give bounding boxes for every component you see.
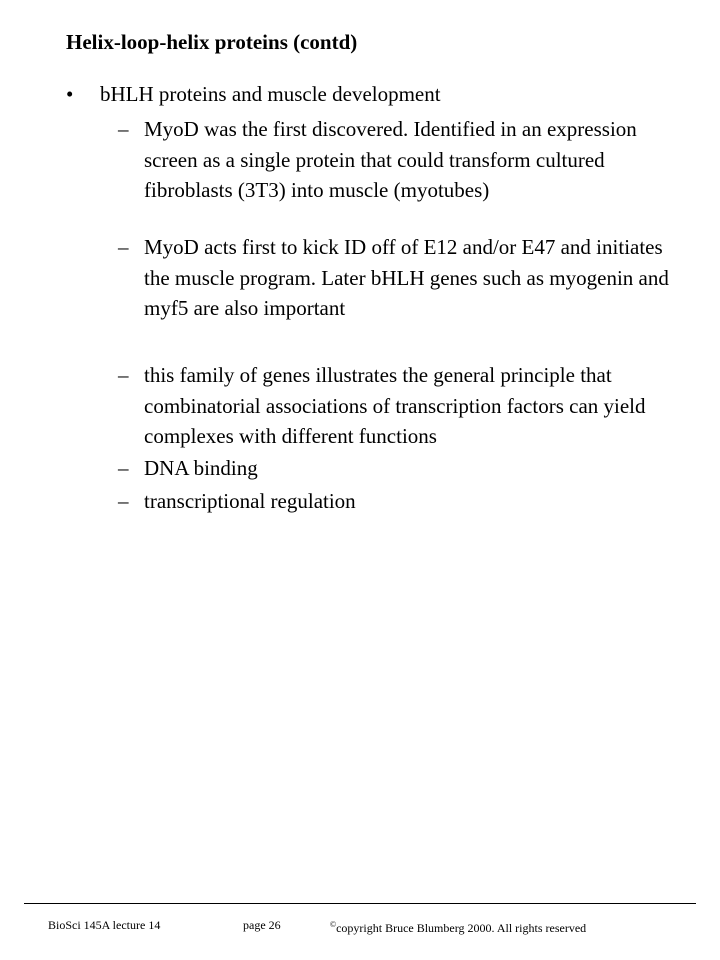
footer-copyright <box>330 918 586 935</box>
sub-item-dna-binding <box>118 453 678 484</box>
bullet-text: bHLH proteins and muscle development <box>100 82 441 106</box>
sub-item-text: MyoD acts first to kick ID off of E12 and/or E47 and initiates the muscle program. Later bHLH genes such as myogenin and myf5 are also important <box>144 235 669 320</box>
sub-item-myod-discovery <box>118 114 678 206</box>
sub-item-dash: – <box>118 363 129 387</box>
sub-item-combinatorial-principle <box>118 360 678 452</box>
page-title: Helix-loop-helix proteins (contd) <box>66 30 358 54</box>
copyright-symbol: © <box>330 920 337 929</box>
footer-copyright-text: copyright Bruce Blumberg 2000. All rights reserved <box>336 921 587 935</box>
footer-course: BioSci 145A lecture 14 <box>48 918 161 932</box>
sub-item-dash: – <box>118 235 129 259</box>
sub-item-text: this family of genes illustrates the general principle that combinatorial associations of transcription factors can yield complexes with different functions <box>144 363 646 448</box>
sub-item-text: DNA binding <box>144 456 258 480</box>
sub-item-text: transcriptional regulation <box>144 489 356 513</box>
sub-item-myod-action <box>118 232 678 324</box>
bullet-mark: • <box>66 82 74 106</box>
sub-item-text: MyoD was the first discovered. Identified in an expression screen as a single protein that could transform cultured fibroblasts (3T3) into muscle (myotubes) <box>144 117 637 202</box>
sub-item-dash: – <box>118 489 129 513</box>
sub-item-dash: – <box>118 117 129 141</box>
sub-item-transcriptional-regulation <box>118 486 678 517</box>
sub-item-dash: – <box>118 456 129 480</box>
footer-divider <box>24 903 696 904</box>
footer-page-number: page 26 <box>243 918 281 932</box>
